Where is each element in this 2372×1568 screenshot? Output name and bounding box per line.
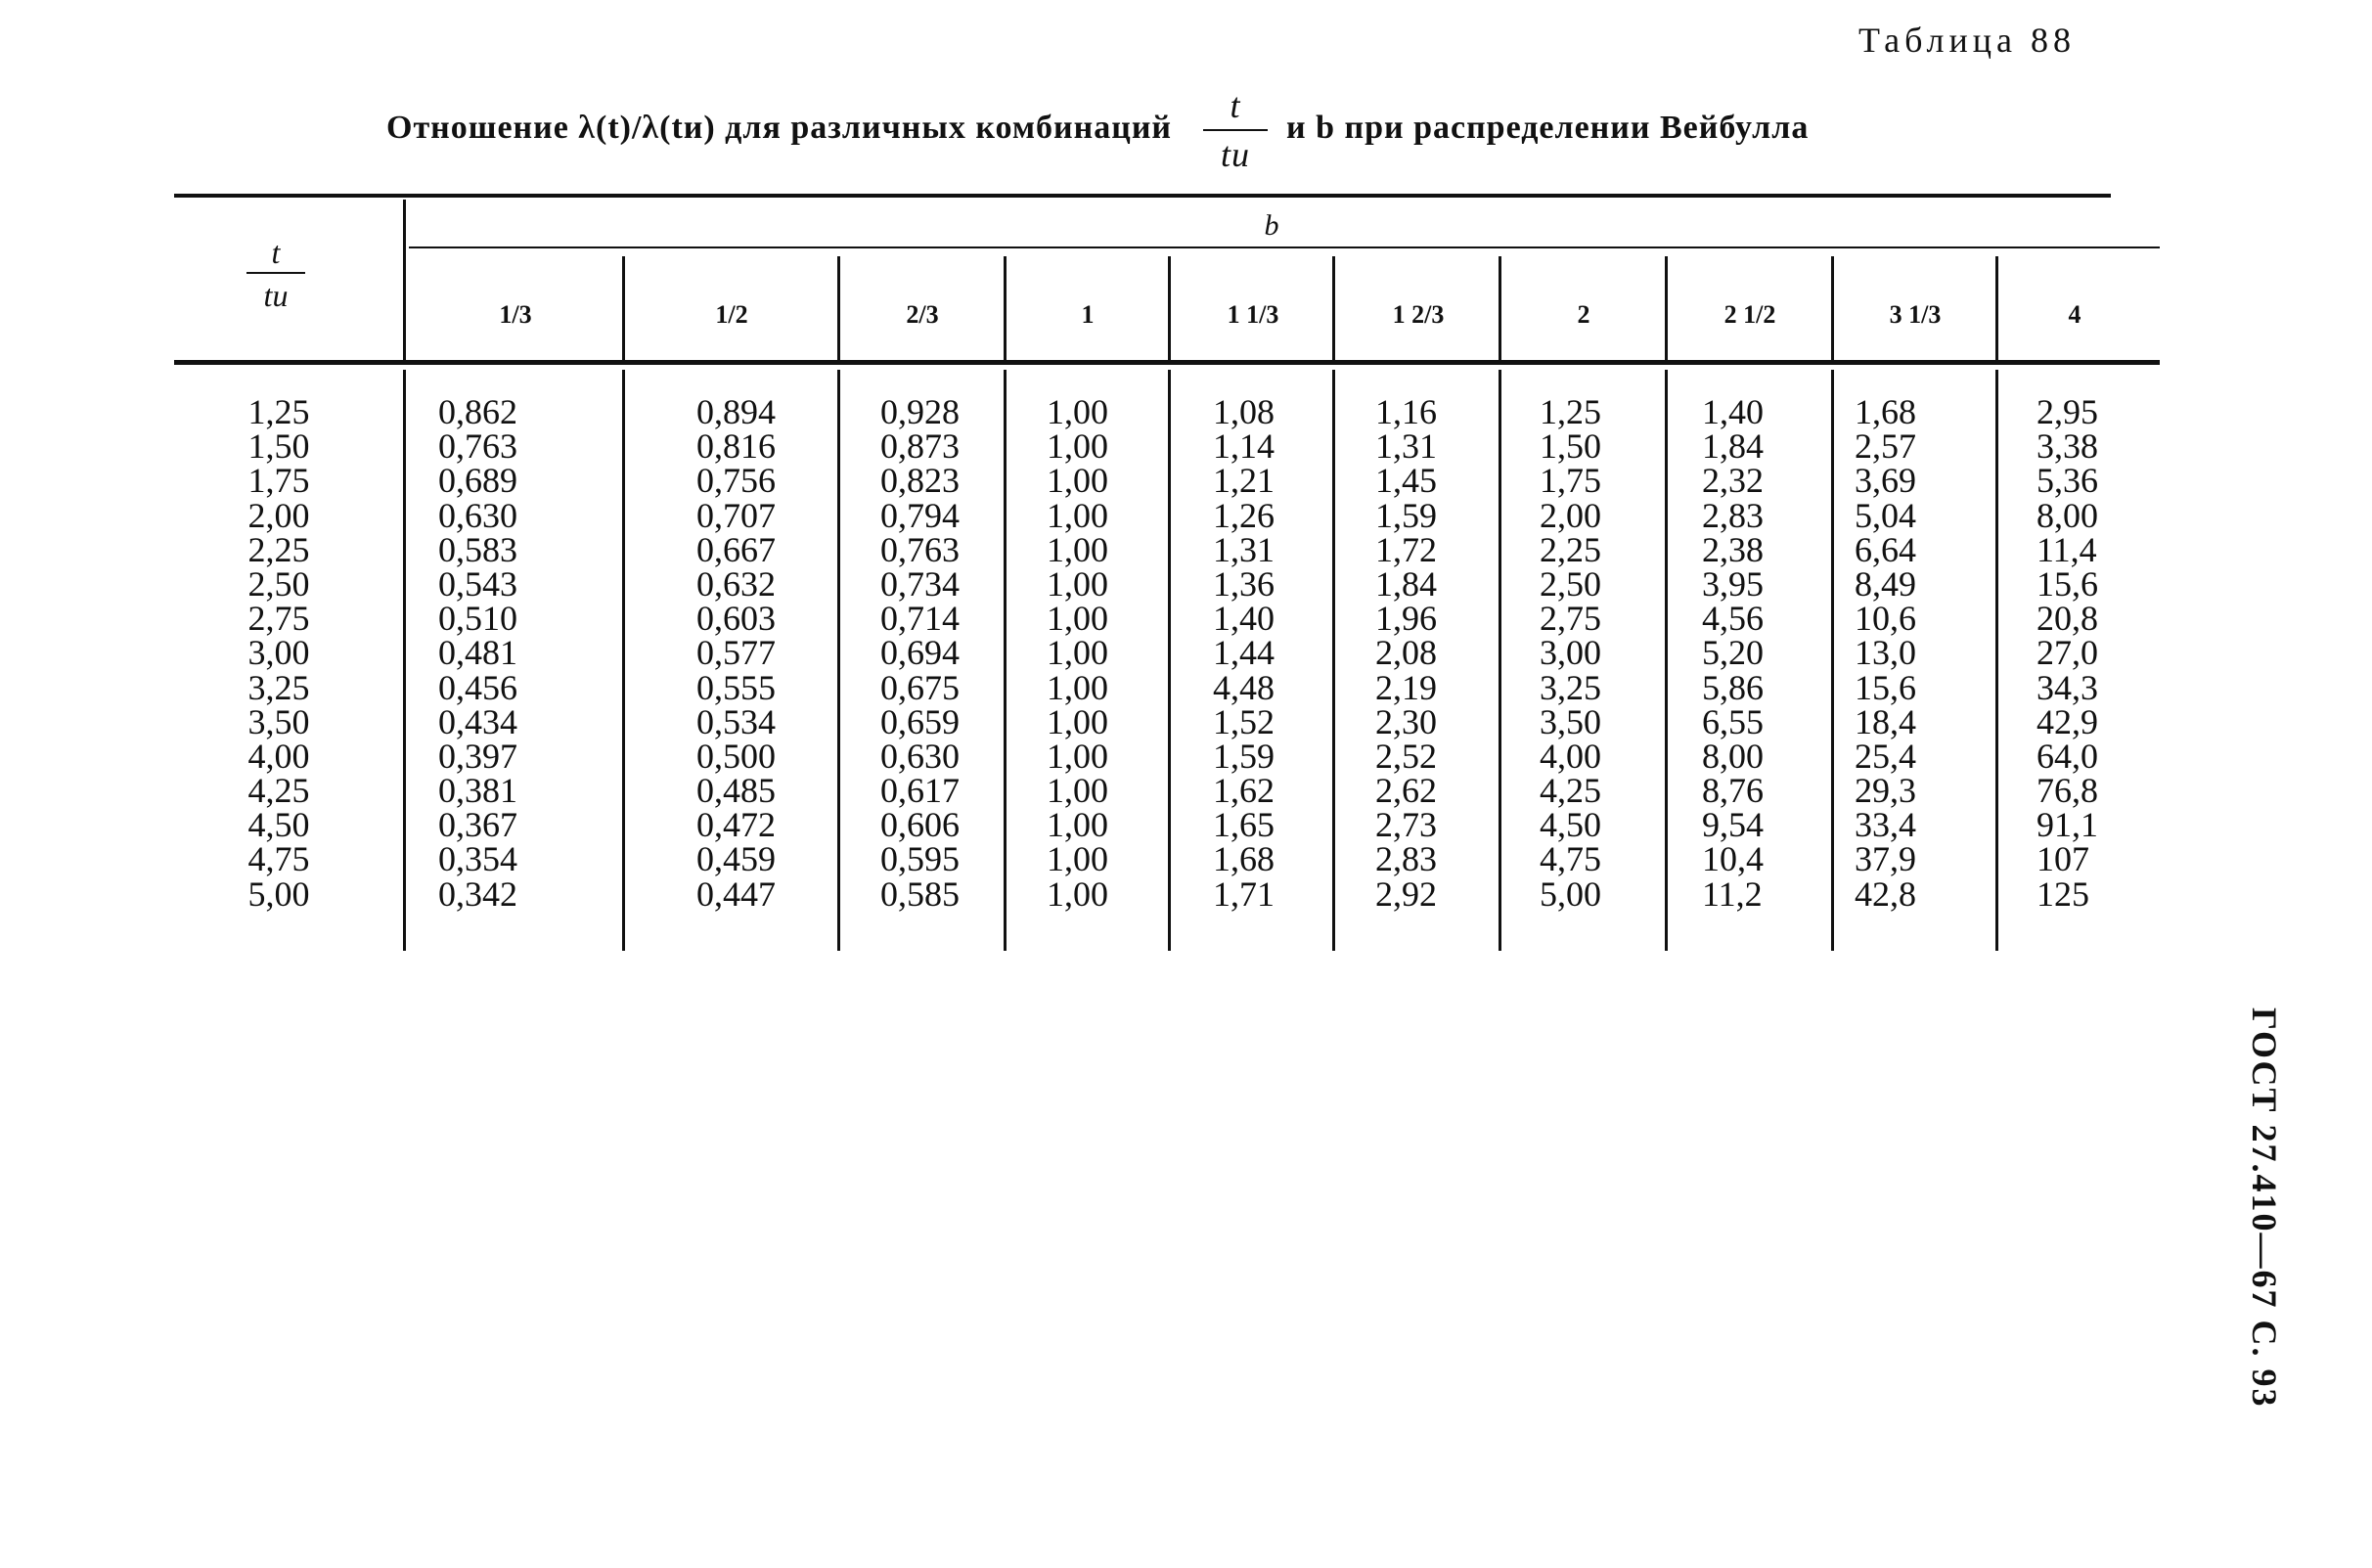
table-cell: 91,1	[2036, 805, 2098, 845]
table-cell: 15,6	[2036, 563, 2098, 604]
column-divider-body	[1168, 370, 1171, 951]
caption-fraction-numerator: t	[1230, 86, 1241, 125]
table-cell: 2,73	[1375, 805, 1437, 845]
table-cell: 4,50	[1540, 805, 1601, 845]
table-cell: 1,50	[1540, 426, 1601, 467]
table-cell: 0,595	[880, 839, 960, 879]
top-rule	[174, 194, 2111, 198]
row-t-value: 3,25	[247, 667, 310, 707]
table-cell: 42,8	[1855, 874, 1916, 914]
table-cell: 0,617	[880, 771, 960, 811]
column-header: 4	[2068, 300, 2081, 329]
table-cell: 4,00	[1540, 736, 1601, 776]
table-cell: 1,59	[1375, 495, 1437, 535]
column-divider-body	[403, 370, 406, 951]
table-cell: 4,75	[1540, 839, 1601, 879]
table-cell: 37,9	[1855, 839, 1916, 879]
table-cell: 5,00	[1540, 874, 1601, 914]
table-cell: 0,500	[696, 736, 776, 776]
table-cell: 29,3	[1855, 771, 1916, 811]
table-cell: 0,928	[880, 392, 960, 431]
table-cell: 1,26	[1213, 495, 1275, 535]
table-cell: 0,606	[880, 805, 960, 845]
table-cell: 5,86	[1702, 667, 1764, 707]
table-cell: 20,8	[2036, 599, 2098, 639]
table-cell: 8,49	[1855, 563, 1916, 604]
table-cell: 1,16	[1375, 392, 1437, 431]
table-cell: 1,00	[1047, 805, 1108, 845]
table-cell: 1,00	[1047, 563, 1108, 604]
table-cell: 2,00	[1540, 495, 1601, 535]
data-column	[1375, 392, 1437, 914]
table-cell: 0,510	[438, 599, 517, 639]
row-t-value: 1,75	[247, 461, 310, 501]
table-cell: 1,21	[1213, 461, 1275, 501]
data-column	[1047, 392, 1108, 914]
header-bottom-rule	[174, 360, 2160, 365]
table-cell: 2,62	[1375, 771, 1437, 811]
table-cell: 1,00	[1047, 839, 1108, 879]
table-cell: 2,92	[1375, 874, 1437, 914]
page-footer-vertical	[2245, 1008, 2285, 1418]
table-cell: 0,816	[696, 426, 776, 467]
column-divider-body	[1004, 370, 1007, 951]
table-cell: 0,342	[438, 874, 517, 914]
table-cell: 0,577	[696, 633, 776, 673]
table-cell: 64,0	[2036, 736, 2098, 776]
table-cell: 0,707	[696, 495, 776, 535]
column-divider-body	[622, 370, 625, 951]
table-cell: 107	[2036, 839, 2089, 879]
column-header: 1	[1081, 300, 1095, 329]
table-cell: 6,55	[1702, 701, 1764, 741]
table-cell: 0,485	[696, 771, 776, 811]
table-cell: 0,543	[438, 563, 517, 604]
table-cell: 3,25	[1540, 667, 1601, 707]
table-cell: 1,08	[1213, 392, 1275, 431]
table-cell: 0,555	[696, 667, 776, 707]
table-cell: 0,632	[696, 563, 776, 604]
data-column	[1540, 392, 1601, 914]
table-cell: 0,694	[880, 633, 960, 673]
table-cell: 1,96	[1375, 599, 1437, 639]
table-cell: 0,447	[696, 874, 776, 914]
row-t-value: 4,50	[247, 805, 310, 845]
table-cell: 3,95	[1702, 563, 1764, 604]
table-cell: 2,95	[2036, 392, 2098, 431]
column-header: 2	[1577, 300, 1590, 329]
table-cell: 0,434	[438, 701, 517, 741]
table-cell: 0,794	[880, 495, 960, 535]
table-cell: 1,00	[1047, 461, 1108, 501]
column-divider-body	[1831, 370, 1834, 951]
caption-fraction-denominator: tи	[1220, 135, 1250, 174]
column-divider-body	[1499, 370, 1501, 951]
table-cell: 76,8	[2036, 771, 2098, 811]
column-header: 1/3	[499, 300, 532, 329]
table-cell: 4,25	[1540, 771, 1601, 811]
table-cell: 0,459	[696, 839, 776, 879]
table-cell: 0,675	[880, 667, 960, 707]
table-cell: 1,65	[1213, 805, 1275, 845]
data-column	[880, 392, 960, 914]
table-cell: 0,756	[696, 461, 776, 501]
table-cell: 0,397	[438, 736, 517, 776]
table-cell: 0,603	[696, 599, 776, 639]
table-cell: 18,4	[1855, 701, 1916, 741]
table-cell: 1,71	[1213, 874, 1275, 914]
table-cell: 33,4	[1855, 805, 1916, 845]
table-cell: 0,763	[438, 426, 517, 467]
table-cell: 1,00	[1047, 771, 1108, 811]
table-cell: 42,9	[2036, 701, 2098, 741]
table-cell: 1,00	[1047, 392, 1108, 431]
table-cell: 0,456	[438, 667, 517, 707]
table-cell: 1,00	[1047, 701, 1108, 741]
table-cell: 25,4	[1855, 736, 1916, 776]
row-t-value: 1,25	[247, 392, 310, 431]
table-cell: 1,31	[1375, 426, 1437, 467]
column-header: 2 1/2	[1723, 300, 1776, 329]
table-cell: 1,00	[1047, 495, 1108, 535]
table-cell: 1,75	[1540, 461, 1601, 501]
table-cell: 0,381	[438, 771, 517, 811]
table-cell: 4,56	[1702, 599, 1764, 639]
row-t-value: 4,25	[247, 771, 310, 811]
table-cell: 0,714	[880, 599, 960, 639]
table-cell: 8,00	[2036, 495, 2098, 535]
table-cell: 2,38	[1702, 529, 1764, 569]
table-cell: 1,72	[1375, 529, 1437, 569]
table-cell: 0,734	[880, 563, 960, 604]
stub-header-numerator: t	[271, 235, 281, 270]
table-cell: 1,59	[1213, 736, 1275, 776]
table-cell: 0,481	[438, 633, 517, 673]
table-cell: 1,00	[1047, 633, 1108, 673]
column-header: 2/3	[906, 300, 939, 329]
table-cell: 4,48	[1213, 667, 1275, 707]
table-cell: 0,367	[438, 805, 517, 845]
table-cell: 125	[2036, 874, 2089, 914]
table-cell: 1,00	[1047, 874, 1108, 914]
table-cell: 5,04	[1855, 495, 1916, 535]
table-cell: 10,4	[1702, 839, 1764, 879]
table-cell: 15,6	[1855, 667, 1916, 707]
caption-suffix: и b при распределении Вейбулла	[1286, 110, 1810, 146]
table-cell: 1,36	[1213, 563, 1275, 604]
column-divider-body	[1332, 370, 1335, 951]
data-column	[1855, 392, 1916, 914]
table-cell: 1,40	[1702, 392, 1764, 431]
table-cell: 9,54	[1702, 805, 1764, 845]
table-cell: 1,52	[1213, 701, 1275, 741]
table-cell: 11,2	[1702, 874, 1763, 914]
table-caption	[386, 84, 1854, 182]
caption-fraction	[1203, 84, 1268, 176]
table-cell: 1,68	[1855, 392, 1916, 431]
table-cell: 34,3	[2036, 667, 2098, 707]
table-cell: 1,68	[1213, 839, 1275, 879]
table-cell: 1,00	[1047, 529, 1108, 569]
column-header: 1/2	[715, 300, 748, 329]
data-column	[1702, 392, 1764, 914]
table-cell: 2,25	[1540, 529, 1601, 569]
table-cell: 3,00	[1540, 633, 1601, 673]
table-cell: 1,00	[1047, 736, 1108, 776]
row-t-value: 2,00	[247, 495, 310, 535]
table-cell: 1,14	[1213, 426, 1275, 467]
table-cell: 1,31	[1213, 529, 1275, 569]
column-divider-body	[1665, 370, 1668, 951]
column-header: 1 1/3	[1227, 300, 1279, 329]
table-cell: 0,862	[438, 392, 517, 431]
table-cell: 1,00	[1047, 667, 1108, 707]
table-cell: 3,50	[1540, 701, 1601, 741]
table-cell: 0,354	[438, 839, 517, 879]
table-cell: 1,62	[1213, 771, 1275, 811]
table-cell: 0,763	[880, 529, 960, 569]
table-number: Таблица 88	[1858, 21, 2076, 60]
table-cell: 1,40	[1213, 599, 1275, 639]
group-header-b: b	[1264, 209, 1279, 242]
table-cell: 0,894	[696, 392, 776, 431]
table-cell: 2,50	[1540, 563, 1601, 604]
table-cell: 0,823	[880, 461, 960, 501]
table-cell: 0,585	[880, 874, 960, 914]
table-cell: 1,25	[1540, 392, 1601, 431]
table-cell: 1,44	[1213, 633, 1275, 673]
table-cell: 2,83	[1375, 839, 1437, 879]
table-cell: 0,873	[880, 426, 960, 467]
data-column	[2036, 392, 2098, 914]
row-t-value: 5,00	[247, 874, 310, 914]
row-t-value: 3,00	[247, 633, 310, 673]
data-column	[438, 392, 517, 914]
table-cell: 2,75	[1540, 599, 1601, 639]
stub-header-denominator: tи	[263, 278, 289, 313]
table-cell: 0,689	[438, 461, 517, 501]
data-column	[696, 392, 776, 914]
table-cell: 2,52	[1375, 736, 1437, 776]
table-cell: 8,00	[1702, 736, 1764, 776]
table-cell: 0,472	[696, 805, 776, 845]
table-cell: 8,76	[1702, 771, 1764, 811]
table-cell: 5,36	[2036, 461, 2098, 501]
stub-header	[246, 233, 305, 317]
table-cell: 11,4	[2036, 529, 2097, 569]
table-cell: 10,6	[1855, 599, 1916, 639]
row-t-value: 4,75	[247, 839, 310, 879]
table-cell: 1,84	[1375, 563, 1437, 604]
column-header: 1 2/3	[1392, 300, 1445, 329]
table-cell: 2,08	[1375, 633, 1437, 673]
table-cell: 0,659	[880, 701, 960, 741]
caption-prefix: Отношение λ(t)/λ(tи) для различных комбинаций	[386, 110, 1172, 146]
table-cell: 0,667	[696, 529, 776, 569]
standard-reference: ГОСТ 27.410—67 С. 93	[2245, 1008, 2284, 1409]
stub-column	[235, 392, 323, 914]
table-cell: 3,69	[1855, 461, 1916, 501]
table-cell: 0,534	[696, 701, 776, 741]
row-t-value: 1,50	[247, 426, 310, 467]
data-column	[1213, 392, 1275, 914]
table-cell: 2,83	[1702, 495, 1764, 535]
table-cell: 2,57	[1855, 426, 1916, 467]
table-cell: 27,0	[2036, 633, 2098, 673]
table-cell: 1,00	[1047, 599, 1108, 639]
table-cell: 0,583	[438, 529, 517, 569]
row-t-value: 2,75	[247, 599, 310, 639]
column-divider-body	[1995, 370, 1998, 951]
table-cell: 1,00	[1047, 426, 1108, 467]
table-cell: 13,0	[1855, 633, 1916, 673]
table-cell: 0,630	[880, 736, 960, 776]
table-cell: 3,38	[2036, 426, 2098, 467]
group-header-rule	[409, 246, 2160, 248]
table-cell: 2,30	[1375, 701, 1437, 741]
column-divider-body	[837, 370, 840, 951]
table-cell: 6,64	[1855, 529, 1916, 569]
table-cell: 2,19	[1375, 667, 1437, 707]
row-t-value: 2,25	[247, 529, 310, 569]
table-cell: 1,84	[1702, 426, 1764, 467]
table-cell: 2,32	[1702, 461, 1764, 501]
table-cell: 5,20	[1702, 633, 1764, 673]
row-t-value: 3,50	[247, 701, 310, 741]
row-t-value: 4,00	[247, 736, 310, 776]
row-t-value: 2,50	[247, 563, 310, 604]
table-cell: 1,45	[1375, 461, 1437, 501]
column-header: 3 1/3	[1889, 300, 1942, 329]
column-divider-header	[403, 200, 406, 360]
table-cell: 0,630	[438, 495, 517, 535]
